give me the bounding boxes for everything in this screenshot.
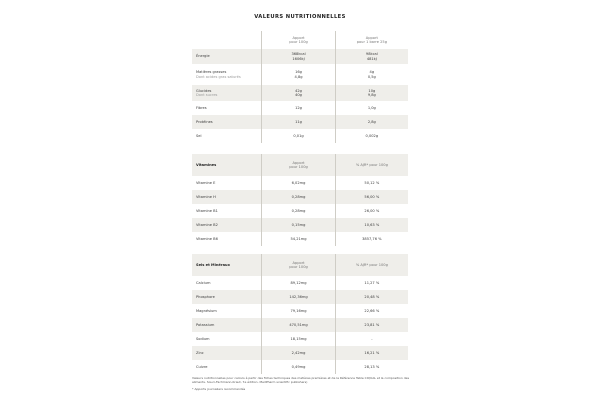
vitamins-table xyxy=(192,154,408,246)
row-value-col3: - xyxy=(371,336,373,341)
footer xyxy=(192,376,412,392)
row-label: Fibres xyxy=(196,105,207,110)
row-value-col3: 3857,76 % xyxy=(362,236,382,241)
row-value-col3: 98kcal 481kJ xyxy=(365,52,378,61)
footer-note: * Apports journaliers recommandés xyxy=(192,387,246,392)
row-value-100g: 0,15mg xyxy=(261,218,335,232)
table-row xyxy=(192,304,408,318)
row-value-col3: 1,0g xyxy=(367,105,376,110)
row-value-col3: 22,66 % xyxy=(364,308,380,313)
table-row xyxy=(192,129,408,143)
footer-source-text: Valeurs nutritionnelles pour calculs à partir des fiches techniques des matières premières et de la Référence Table CIQUAL et la composition des aliments. Souci-Fachmann-Kraut, 7e édition. MedPharm scientific publishers) xyxy=(192,376,410,385)
table-header-per-100g: Apport pour 100g xyxy=(261,31,335,49)
row-value-col3: 50,12 % xyxy=(364,180,380,185)
row-value-100g: 42g 40g xyxy=(261,85,335,101)
row-label: Énergie xyxy=(196,54,210,59)
nutrition-table xyxy=(192,31,408,143)
row-label: Cuivre xyxy=(196,364,208,369)
table-row xyxy=(192,64,408,85)
table-row xyxy=(192,332,408,346)
row-value-100g: 142,36mg xyxy=(261,290,335,304)
table-header-row xyxy=(192,154,408,176)
row-value-100g: 0,28mg xyxy=(261,204,335,218)
row-value-100g: 18,15mg xyxy=(261,332,335,346)
row-value-col3: 0,002g xyxy=(365,133,379,138)
table-row xyxy=(192,360,408,374)
row-value-100g: 89,12mg xyxy=(261,276,335,290)
table-row xyxy=(192,49,408,64)
row-value-col3: 28,13 % xyxy=(364,364,380,369)
row-value-col3: 4g 0,5g xyxy=(367,70,376,79)
table-row xyxy=(192,290,408,304)
table-row xyxy=(192,276,408,290)
row-label: Vitamine H xyxy=(196,194,216,199)
table-row xyxy=(192,318,408,332)
row-value-100g: 368kcal 1606kJ xyxy=(261,49,335,64)
row-value-col3: 11,27 % xyxy=(364,280,380,285)
row-value-col3: 2,8g xyxy=(367,119,376,124)
row-value-100g: 12g xyxy=(261,101,335,115)
row-value-col3: 16,21 % xyxy=(364,350,380,355)
table-row xyxy=(192,218,408,232)
row-value-100g: 11g xyxy=(261,115,335,129)
table-header-col3: % AJR* pour 100g xyxy=(355,262,388,267)
table-header-label: Sels et Minéraux xyxy=(196,262,230,267)
row-label: Zinc xyxy=(196,350,204,355)
row-label: Glucides Dont sucres xyxy=(196,88,218,97)
row-value-100g: 0,28mg xyxy=(261,190,335,204)
table-row xyxy=(192,346,408,360)
row-value-col3: 20,48 % xyxy=(364,294,380,299)
table-row xyxy=(192,176,408,190)
row-label: Vitamine B2 xyxy=(196,222,218,227)
row-value-100g: 470,51mg xyxy=(261,318,335,332)
row-label: Matières grasses Dont acides gras saturés xyxy=(196,70,241,79)
row-label: Vitamine B6 xyxy=(196,236,218,241)
row-value-col3: 23,81 % xyxy=(364,322,380,327)
row-value-100g: 54,21mg xyxy=(261,232,335,246)
row-value-100g: 0,49mg xyxy=(261,360,335,374)
table-header-per-100g: Apport pour 100g xyxy=(261,154,335,176)
row-label: Calcium xyxy=(196,280,211,285)
table-header-col3: Apport pour 1 barre 25g xyxy=(356,35,387,44)
table-row xyxy=(192,115,408,129)
row-value-100g: 2,42mg xyxy=(261,346,335,360)
row-label: Sel xyxy=(196,133,202,138)
table-row xyxy=(192,232,408,246)
table-header-row xyxy=(192,254,408,276)
row-value-100g: 16g 4,8g xyxy=(261,64,335,85)
row-label: Vitamine B1 xyxy=(196,208,218,213)
table-row xyxy=(192,190,408,204)
table-header-row xyxy=(192,31,408,49)
page-title: VALEURS NUTRITIONNELLES xyxy=(254,14,346,20)
row-value-100g: 0,01g xyxy=(261,129,335,143)
row-label: Sodium xyxy=(196,336,210,341)
row-value-col3: 10g 9,8g xyxy=(367,88,376,97)
table-header-col3: % AJR* pour 100g xyxy=(355,162,388,167)
table-row xyxy=(192,204,408,218)
row-value-col3: 56,00 % xyxy=(364,194,380,199)
row-value-col3: 10,63 % xyxy=(364,222,380,227)
table-row xyxy=(192,85,408,101)
row-label: Potassium xyxy=(196,322,215,327)
minerals-table xyxy=(192,254,408,374)
row-label: Magnésium xyxy=(196,308,217,313)
row-value-col3: 26,00 % xyxy=(364,208,380,213)
row-label: Vitamine E xyxy=(196,180,216,185)
row-label: Protéines xyxy=(196,119,213,124)
table-row xyxy=(192,101,408,115)
table-header-label: Vitamines xyxy=(196,162,217,167)
row-value-100g: 79,16mg xyxy=(261,304,335,318)
row-label: Phosphore xyxy=(196,294,215,299)
table-header-per-100g: Apport pour 100g xyxy=(261,254,335,276)
row-value-100g: 6,02mg xyxy=(261,176,335,190)
